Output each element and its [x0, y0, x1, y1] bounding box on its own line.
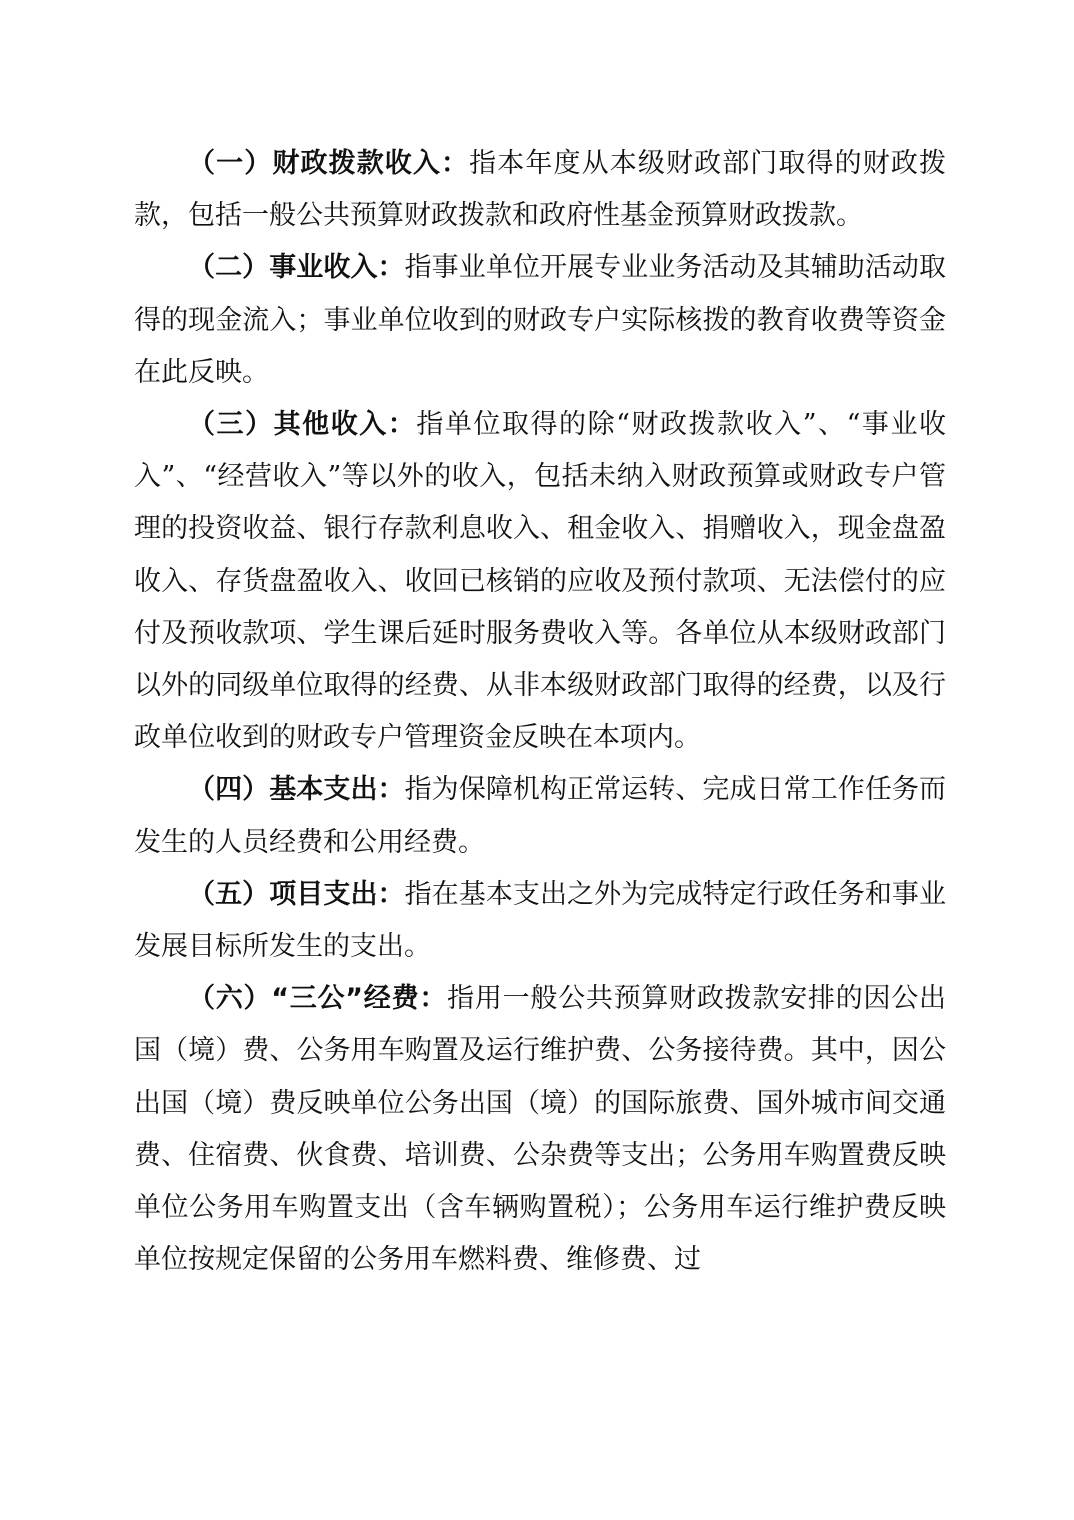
paragraph-basic-expenditure	[134, 764, 946, 868]
term-heading: （四）基本支出：	[188, 774, 405, 806]
term-definition: 指用一般公共预算财政拨款安排的因公出国（境）费、公务用车购置及运行维护费、公务接待费。其中，因公出国（境）费反映单位公务出国（境）的国际旅费、国外城市间交通费、住宿费、伙食费、培训费、公杂费等支出；公务用车购置费反映单位公务用车购置支出（含车辆购置税）；公务用车运行维护费反映单位按规定保留的公务用车燃料费、维修费、过	[134, 983, 947, 1276]
term-definition: 指事业单位开展专业业务活动及其辅助活动取得的现金流入；事业单位收到的财政专户实际核拨的教育收费等资金在此反映。	[134, 252, 947, 388]
paragraph-three-public-expenses	[134, 973, 946, 1286]
term-definition: 指在基本支出之外为完成特定行政任务和事业发展目标所发生的支出。	[134, 878, 947, 963]
term-heading: （五）项目支出：	[188, 878, 405, 910]
paragraph-other-income	[134, 399, 946, 764]
document-page	[134, 138, 946, 1286]
term-heading: （一）财政拨款收入：	[188, 148, 470, 179]
term-heading: （三）其他收入：	[188, 409, 417, 441]
term-heading: （六）“三公”经费：	[188, 983, 448, 1015]
paragraph-project-expenditure	[134, 869, 946, 973]
paragraph-fiscal-appropriation-income	[134, 138, 946, 242]
term-definition: 指为保障机构正常运转、完成日常工作任务而发生的人员经费和公用经费。	[134, 774, 947, 858]
term-definition: 指本年度从本级财政部门取得的财政拨款，包括一般公共预算财政拨款和政府性基金预算财政拨款。	[134, 148, 947, 232]
term-heading: （二）事业收入：	[188, 252, 405, 284]
term-definition: 指单位取得的除“财政拨款收入”、“事业收入”、“经营收入”等以外的收入，包括未纳入财政预算或财政专户管理的投资收益、银行存款利息收入、租金收入、捐赠收入，现金盘盈收入、存货盘盈收入、收回已核销的应收及预付款项、无法偿付的应付及预收款项、学生课后延时服务费收入等。各单位从本级财政部门以外的同级单位取得的经费、从非本级财政部门取得的经费，以及行政单位收到的财政专户管理资金反映在本项内。	[134, 409, 946, 754]
paragraph-business-income	[134, 242, 946, 399]
